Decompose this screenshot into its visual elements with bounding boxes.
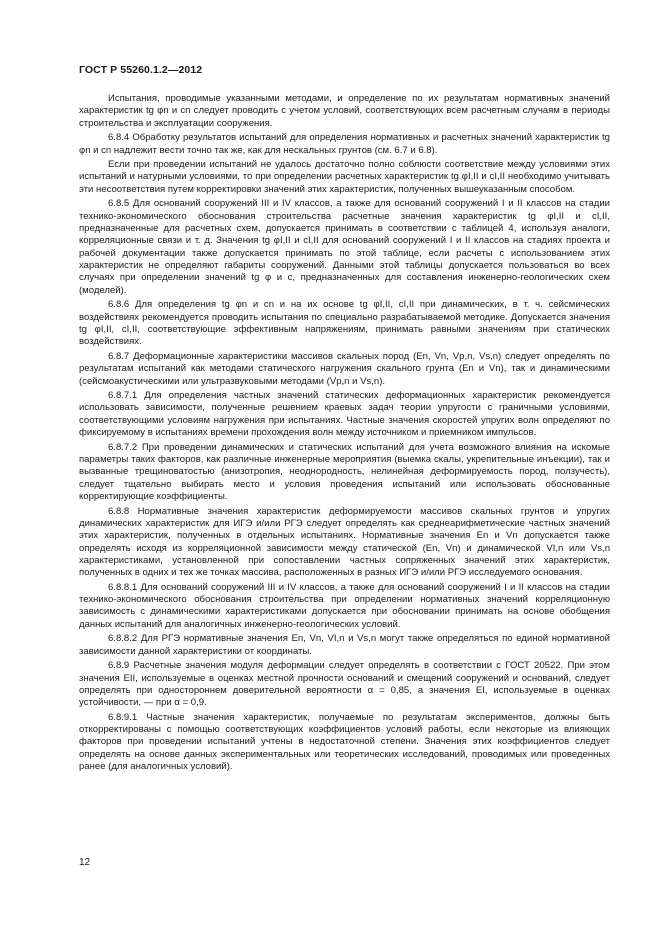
paragraph: 6.8.9.1 Частные значения характеристик, получаемые по результатам экспериментов, должны быть откорректированы с помощью соответствующих коэффициентов условий работы, если некоторые из влияющих факторов при проведении испытаний учтены в недостаточной степени. Значения этих коэффициентов следует определять на основе данных экспериментальных или теоретических исследований, проводимых или проведенных ранее (для аналогичных условий). <box>79 711 610 773</box>
paragraph: 6.8.8.1 Для оснований сооружений III и IV классов, а также для оснований сооружений I и II классов на стадии технико-экономического обоснования строительства при определении нормативных значений корреляционную зависимость с динамическими характеристиками допускается при обосновании принимать на основе обобщения данных испытаний для аналогичных инженерно-геологических условий. <box>79 581 610 630</box>
paragraph: 6.8.8 Нормативные значения характеристик деформируемости массивов скальных грунтов и упругих динамических характеристик для ИГЭ и/или РГЭ следует определять как среднеарифметические частных значений этих характеристик, полученных в отдельных испытаниях. Нормативные значения En и Vn допускается также определять исходя из корреляционной зависимости между статической (En, Vn) и динамической VI,n или Vs,n характеристиками, установленной при сопоставлении частных сопряженных значений этих характеристик, полученных в одних и тех же точках массива, расположенных в разных ИГЭ и/или РГЭ исследуемого основания. <box>79 505 610 579</box>
page-number: 12 <box>79 857 91 868</box>
paragraph: 6.8.4 Обработку результатов испытаний для определения нормативных и расчетных значений характеристик tg φn и cn надлежит вести точно так же, как для нескальных грунтов (см. 6.7 и 6.8). <box>79 132 610 156</box>
document-header: ГОСТ Р 55260.1.2—2012 <box>79 64 203 76</box>
paragraph: 6.8.7.2 При проведении динамических и статических испытаний для учета возможного влияния на искомые параметры таких факторов, как различные инженерные мероприятия (выемка скалы, укрепительные инъекции), так и вызванные трещиноватостью (анизотропия, неоднородность, нелинейная деформируемость пород, ползучесть), следует тщательно выбирать место и условия проведения испытаний или использовать обоснованные корректирующие коэффициенты. <box>79 441 610 502</box>
paragraph: Испытания, проводимые указанными методами, и определение по их результатам нормативных значений характеристик tg φn и cn следует проводить с учетом условий, соответствующих всем расчетным случаям в периоды строительства и эксплуатации сооружения. <box>79 93 610 129</box>
paragraph: 6.8.7 Деформационные характеристики массивов скальных пород (En, Vn, Vp,n, Vs,n) следует определять по результатам испытаний как методами статического нагружения скального грунта (En и Vn), так и динамическими (сейсмоакустическими или ультразвуковыми методами (Vp,n и Vs,n). <box>79 350 610 387</box>
paragraph: 6.8.5 Для оснований сооружений III и IV классов, а также для оснований сооружений I и II классов на стадии технико-экономического обоснования строительства расчетные значения характеристик tg φI,II и cI,II, предназначенные для расчетных схем, допускается принимать в соответствии с таблицей 4, используя аналоги, корреляционные связи и т. д. Значения tg φI,II и cI,II для оснований сооружений I и II классов на стадиях проекта и рабочей документации также допускается принимать по этой таблице, если расчеты с использованием этих характеристик не определяют габариты сооружений. Данными этой таблицы допускается пользоваться во всех случаях при определении значений tg φ и c, предназначенных для составления инженерно-геологических схем (моделей). <box>79 198 610 296</box>
paragraph: 6.8.9 Расчетные значения модуля деформации следует определять в соответствии с ГОСТ 20522. При этом значения EII, используемые в оценках местной прочности оснований и смещений сооружений и оснований, следует определять при одностороннем доверительной вероятности α = 0,85, а значения EI, используемые в оценках устойчивости, — при α = 0,9. <box>79 660 610 709</box>
paragraph: 6.8.7.1 Для определения частных значений статических деформационных характеристик рекомендуется использовать зависимости, полученные решением краевых задач теории упругости с граничными условиями, соответствующими условиям нагружения при испытаниях. Частные значения скоростей упругих волн определяют по фиксируемому в испытаниях времени прохождения волн между источником и приемником импульсов. <box>79 390 610 439</box>
paragraph: Если при проведении испытаний не удалось достаточно полно соблюсти соответствие между условиями этих испытаний и натурными условиями, то при определении расчетных характеристик tg φI,II и cI,II необходимо учитывать эти несоответствия путем корректировки значений этих характеристик, полученных вышеуказанным способом. <box>79 159 610 195</box>
document-body <box>79 93 610 776</box>
paragraph: 6.8.8.2 Для РГЭ нормативные значения En, Vn, VI,n и Vs,n могут также определяться по единой нормативной зависимости данной характеристики от координаты. <box>79 633 610 657</box>
paragraph: 6.8.6 Для определения tg φn и cn и на их основе tg φI,II, cI,II при динамических, в т. ч. сейсмических воздействиях рекомендуется проводить испытания по специально разрабатываемой методике. Допускается значения tg φI,II, cI,II, соответствующие эффективным напряжениям, принимать равными значениям при статических воздействиях. <box>79 299 610 348</box>
